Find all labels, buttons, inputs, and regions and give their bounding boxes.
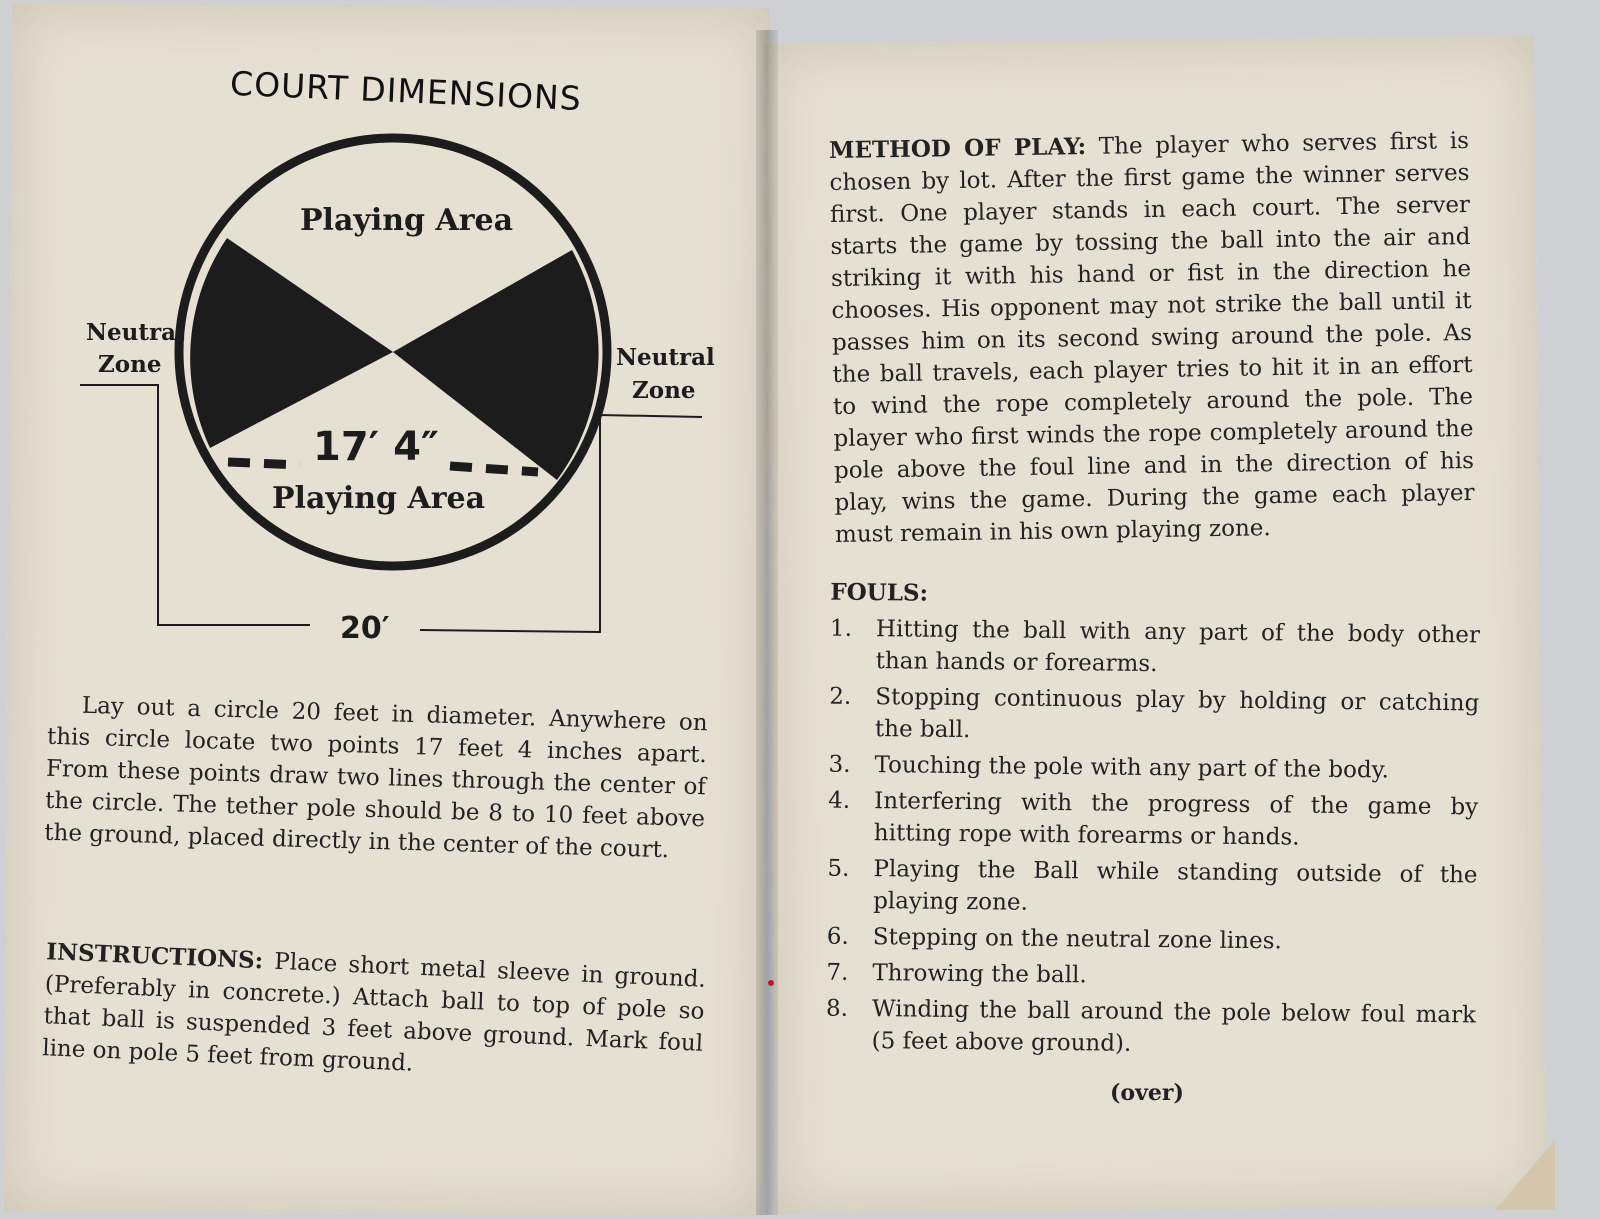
foul-item bbox=[828, 749, 1478, 788]
foul-text: Interfering with the progress of the game by hitting rope with forearms or hands. bbox=[873, 788, 1479, 851]
fouls-list bbox=[826, 613, 1481, 1064]
foul-item bbox=[830, 613, 1481, 684]
chord-dimension-label: 17′ 4″ bbox=[313, 424, 439, 470]
diameter-dimension-label: 20′ bbox=[340, 611, 390, 646]
foul-item bbox=[826, 957, 1476, 996]
foul-item bbox=[826, 993, 1477, 1064]
foul-number: 6. bbox=[826, 923, 849, 950]
foul-text: Stepping on the neutral zone lines. bbox=[872, 924, 1282, 955]
neutral-zone-left-line2: Zone bbox=[98, 351, 162, 378]
fouls-section bbox=[825, 577, 1480, 1068]
neutral-zone-right-line1: Neutral bbox=[616, 344, 715, 371]
foul-text: Playing the Ball while standing outside of the playing zone. bbox=[873, 856, 1478, 916]
foul-item bbox=[827, 921, 1477, 960]
method-of-play-text: The player who serves first is chosen by lot. After the first game the winner serves first. One player stands in each court. The server starts the game by tossing the ball into the air and striking it with his hand or fist in the direction he chooses. His opponent may not strike the ball until it passes him on its second swing around the pole. As the ball travels, each player tries to hit it in an effort to wind the rope completely around the pole. The player who first winds the rope completely around the pole above the foul line and in the direction of his play, wins the game. During the game each player must remain in his own playing zone. bbox=[829, 127, 1475, 549]
court-layout-paragraph: Lay out a circle 20 feet in diameter. Anywhere on this circle locate two points 17 feet 4 inches apart. From these points draw two lines through the center of the circle. The tether pole should be 8 to 10 feet above the ground, placed directly in the center of the court. bbox=[43, 692, 709, 864]
instructions-label: INSTRUCTIONS: bbox=[45, 938, 264, 975]
method-of-play-label: METHOD OF PLAY: bbox=[828, 133, 1087, 165]
foul-text: Throwing the ball. bbox=[872, 960, 1087, 989]
foul-item bbox=[829, 681, 1480, 752]
neutral-zone-left-wedge bbox=[190, 238, 393, 448]
foul-number: 2. bbox=[829, 683, 852, 710]
foul-item bbox=[827, 853, 1478, 924]
foul-number: 1. bbox=[829, 615, 853, 642]
foul-number: 8. bbox=[825, 995, 849, 1022]
neutral-zone-left-line1: Neutral bbox=[86, 319, 185, 346]
foul-text: Hitting the ball with any part of the body other than hands or forearms. bbox=[875, 616, 1481, 678]
foul-item bbox=[828, 785, 1479, 856]
booklet-gutter bbox=[756, 30, 778, 1215]
playing-area-top-label: Playing Area bbox=[300, 203, 514, 238]
chord-dashed-line-left bbox=[228, 462, 300, 465]
method-of-play-paragraph bbox=[829, 125, 1475, 551]
foul-number: 7. bbox=[826, 959, 849, 986]
court-diagram bbox=[60, 130, 740, 690]
foul-number: 4. bbox=[828, 787, 851, 814]
folded-page-corner bbox=[1495, 1140, 1555, 1210]
ink-spot bbox=[768, 980, 774, 986]
neutral-zone-right-line2: Zone bbox=[632, 377, 696, 404]
court-dimensions-title: COURT DIMENSIONS bbox=[229, 63, 583, 119]
foul-number: 3. bbox=[828, 751, 851, 778]
foul-number: 5. bbox=[827, 855, 850, 882]
chord-dashed-line-right bbox=[450, 466, 538, 472]
over-footer: (over) bbox=[1110, 1080, 1184, 1106]
foul-text: Winding the ball around the pole below foul mark (5 feet above ground). bbox=[871, 996, 1477, 1057]
instructions-text: Place short metal sleeve in ground. (Preferably in concrete.) Attach ball to top of pole so that ball is suspended 3 feet above ground. Mark foul line on pole 5 feet from ground. bbox=[41, 948, 707, 1077]
foul-text: Stopping continuous play by holding or catching the ball. bbox=[874, 684, 1480, 744]
fouls-title: FOULS: bbox=[830, 578, 929, 607]
playing-area-bottom-label: Playing Area bbox=[272, 481, 486, 516]
foul-text: Touching the pole with any part of the body. bbox=[874, 752, 1390, 784]
